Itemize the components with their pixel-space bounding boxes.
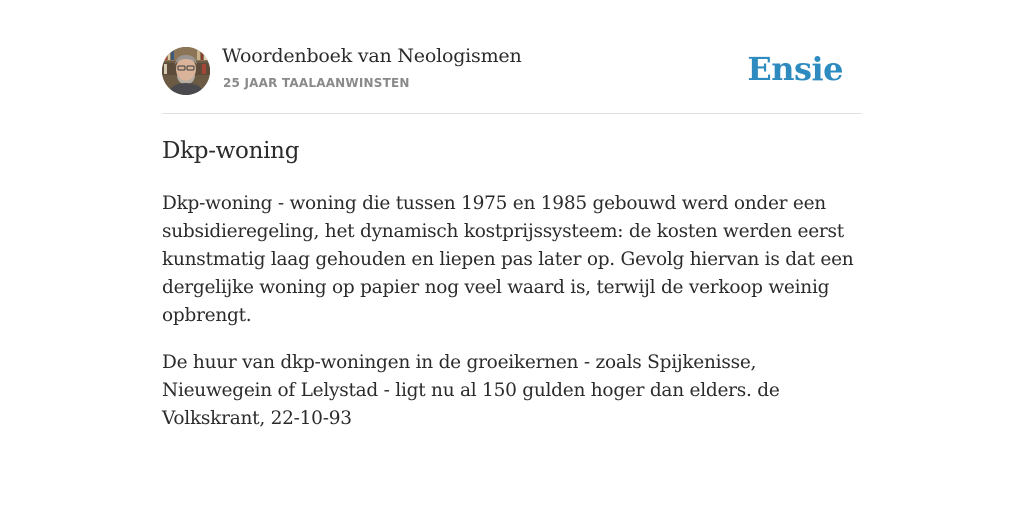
source-header <box>162 0 862 114</box>
entry-title: Dkp-woning <box>162 138 300 164</box>
entry-quote: De huur van dkp-woningen in de groeikernen - zoals Spijkenisse, Nieuwegein of Lelystad - ligt nu al 150 gulden hoger dan elders. de Volkskrant, 22-10-93 <box>162 352 780 429</box>
entry-card <box>162 0 862 429</box>
author-portrait-icon <box>162 47 210 95</box>
entry-definition: Dkp-woning - woning die tussen 1975 en 1985 gebouwd werd onder een subsidieregeling, het dynamisch kostprijssysteem: de kosten werden eerst kunstmatig laag gehouden en liepen pas later op. Gevolg hiervan is dat een dergelijke woning op papier nog veel waard is, terwijl de verkoop weinig opbrengt. <box>162 193 854 326</box>
brand-logo[interactable]: Ensie <box>747 50 843 88</box>
author-avatar[interactable] <box>162 47 210 95</box>
source-subtitle: 25 JAAR TAALAANWINSTEN <box>223 76 410 90</box>
source-title[interactable]: Woordenboek van Neologismen <box>222 45 522 67</box>
